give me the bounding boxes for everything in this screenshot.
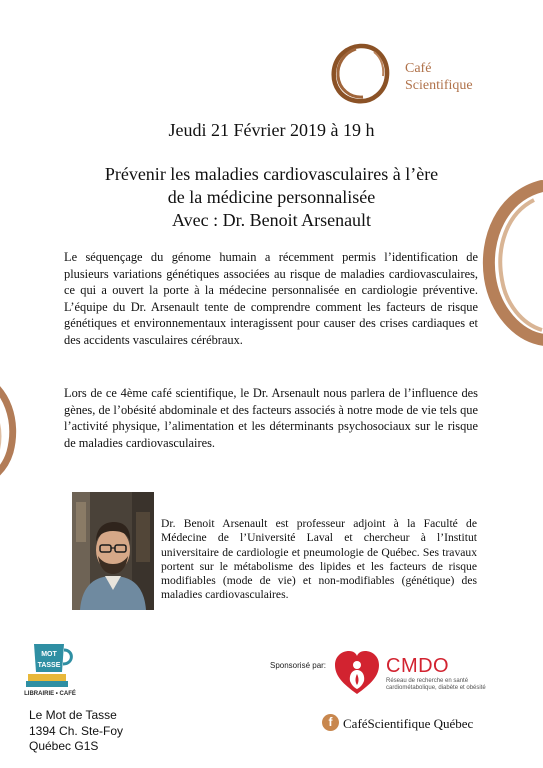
- mdt-logo-bottom: LIBRAIRIE • CAFÉ: [24, 691, 76, 697]
- coffee-ring-logo-icon: [326, 40, 394, 108]
- venue-street: 1394 Ch. Ste-Foy: [29, 723, 124, 738]
- sponsor-name: CMDO: [386, 655, 450, 677]
- cmdo-heart-logo-icon: [333, 648, 381, 698]
- venue-city: Québec G1S: [29, 739, 99, 753]
- mdt-logo-mid: TASSE: [37, 662, 61, 669]
- cafe-scientifique-brand: [405, 60, 473, 94]
- description-paragraph-2: Lors de ce 4ème café scientifique, le Dr. Arsenault nous parlera de l’influence des gènes, de l’obésité abdominale et des facteurs associés à notre mode de vie tels que l’activité physique, l’alimentation et les déterminants psychosociaux sur le risque de maladies cardiovasculaires.: [64, 386, 478, 450]
- event-title: [40, 163, 503, 232]
- venue-address: [29, 708, 123, 755]
- sponsor-label: Sponsorisé par:: [270, 661, 327, 670]
- mot-de-tasse-logo: [24, 640, 84, 698]
- speaker-bio: Dr. Benoit Arsenault est professeur adjoint à la Faculté de Médecine de l’Université Laval et chercheur à l’Institut universitaire de cardiologie et pneumologie de Québec. Ses travaux portent sur le métabolisme des lipides et les facteurs de risque modifiables (mode de vie) et non-modifiables (génétique) des maladies cardiovasculaires.: [161, 517, 477, 602]
- coffee-ring-decoration-left: [0, 370, 55, 490]
- venue-name: Le Mot de Tasse: [29, 708, 117, 722]
- facebook-icon[interactable]: f: [322, 714, 339, 731]
- brand-line2: Scientifique: [405, 78, 473, 93]
- event-title-line3: Avec : Dr. Benoit Arsenault: [171, 210, 372, 230]
- description-paragraph-1: Le séquençage du génome humain a récemment permis l’identification de plusieurs variations génétiques associées au risque de maladies cardiovasculaires, ce qui a ouvert la porte à la médecine personnalisée en cardiologie préventive. L’équipe du Dr. Arsenault tente de comprendre comment les facteurs de risque génétiques et environnementaux interagissent pour causer des crises cardiaques et des accidents vasculaires cérébraux.: [64, 250, 478, 347]
- sponsor-tagline: Réseau de recherche en santé cardiométabolique, diabète et obésité: [386, 678, 486, 691]
- mdt-logo-top: MOT: [41, 651, 57, 658]
- event-title-line1: Prévenir les maladies cardiovasculaires à l’ère: [104, 164, 439, 184]
- facebook-page-link[interactable]: CaféScientifique Québec: [343, 716, 474, 731]
- event-date: Jeudi 21 Février 2019 à 19 h: [168, 120, 375, 140]
- event-title-line2: de la médicine personnalisée: [167, 187, 376, 207]
- brand-line1: Café: [405, 61, 432, 76]
- speaker-photo: [72, 492, 154, 610]
